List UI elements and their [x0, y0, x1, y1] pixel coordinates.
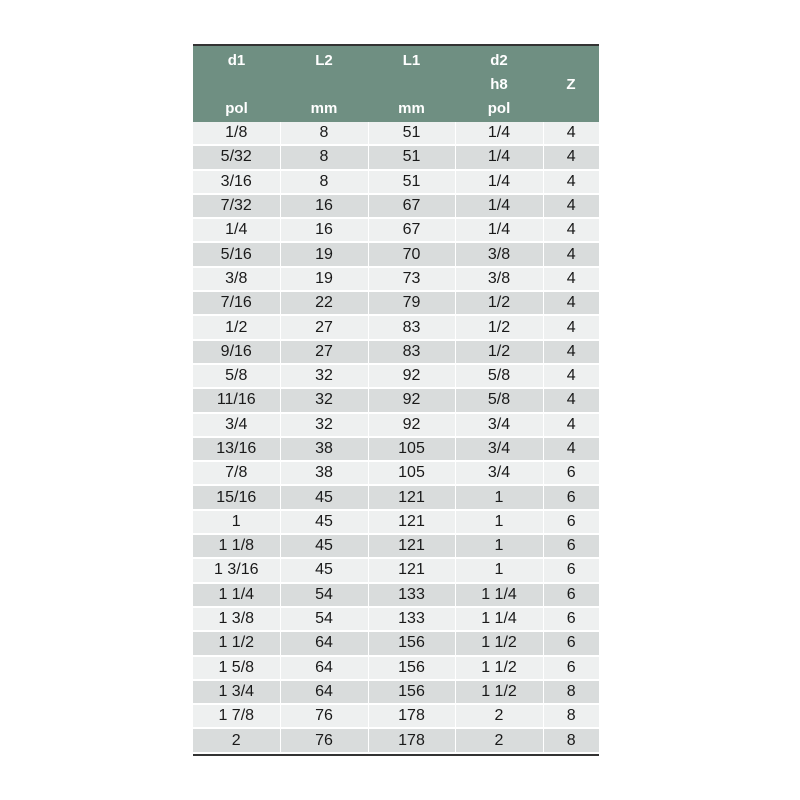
cell-d1: 5/8: [193, 364, 280, 388]
cell-z: 4: [543, 413, 599, 437]
cell-l1: 83: [368, 315, 455, 339]
header-d1-label: d1: [227, 52, 246, 69]
cell-d1: 13/16: [193, 437, 280, 461]
cell-d1: 9/16: [193, 340, 280, 364]
table-row: [193, 267, 599, 291]
cell-d2: 2: [455, 728, 543, 752]
cell-z: 4: [543, 315, 599, 339]
cell-d1: 11/16: [193, 388, 280, 412]
table-row: [193, 583, 599, 607]
header-d2-sublabel: h8: [490, 76, 508, 93]
header-d2-unit: pol: [487, 100, 511, 117]
cell-l2: 19: [280, 242, 368, 266]
cell-z: 4: [543, 145, 599, 169]
cell-d1: 7/32: [193, 194, 280, 218]
cell-z: 8: [543, 704, 599, 728]
table-row: [193, 534, 599, 558]
cell-d1: 1/8: [193, 122, 280, 145]
cell-z: 6: [543, 510, 599, 534]
cell-z: 4: [543, 364, 599, 388]
cell-l1: 67: [368, 218, 455, 242]
table-row: [193, 510, 599, 534]
cell-l2: 32: [280, 364, 368, 388]
table-row: [193, 340, 599, 364]
cell-d2: 1 1/2: [455, 631, 543, 655]
cell-d1: 2: [193, 728, 280, 752]
table-row: [193, 218, 599, 242]
cell-z: 6: [543, 583, 599, 607]
cell-l1: 121: [368, 510, 455, 534]
cell-l1: 178: [368, 704, 455, 728]
cell-d1: 15/16: [193, 485, 280, 509]
cell-d1: 1 3/4: [193, 680, 280, 704]
cell-d2: 3/8: [455, 242, 543, 266]
cell-d2: 1/4: [455, 218, 543, 242]
cell-z: 4: [543, 340, 599, 364]
cell-d2: 3/4: [455, 461, 543, 485]
cell-l1: 133: [368, 607, 455, 631]
cell-d1: 1/2: [193, 315, 280, 339]
table-row: [193, 680, 599, 704]
cell-d2: 5/8: [455, 388, 543, 412]
cell-d2: 5/8: [455, 364, 543, 388]
header-l2: [280, 46, 368, 122]
cell-d1: 1: [193, 510, 280, 534]
table-row: [193, 291, 599, 315]
cell-l1: 92: [368, 413, 455, 437]
cell-d2: 1/4: [455, 145, 543, 169]
cell-l2: 8: [280, 170, 368, 194]
header-d1: [193, 46, 280, 122]
cell-l2: 76: [280, 704, 368, 728]
cell-d2: 1/2: [455, 340, 543, 364]
cell-d2: 1/4: [455, 122, 543, 145]
cell-l1: 51: [368, 122, 455, 145]
cell-d2: 1/2: [455, 291, 543, 315]
table-row: [193, 194, 599, 218]
cell-l1: 51: [368, 170, 455, 194]
cell-l2: 45: [280, 558, 368, 582]
header-z-label: Z: [566, 76, 576, 93]
cell-d1: 1 1/2: [193, 631, 280, 655]
table-body: [193, 122, 599, 753]
cell-l2: 32: [280, 388, 368, 412]
cell-l2: 38: [280, 461, 368, 485]
cell-l2: 38: [280, 437, 368, 461]
header-l1: [368, 46, 455, 122]
cell-l1: 121: [368, 485, 455, 509]
header-l2-label: L2: [315, 52, 333, 69]
dimension-table: [193, 46, 599, 754]
cell-z: 4: [543, 388, 599, 412]
cell-d2: 1/4: [455, 170, 543, 194]
cell-l1: 156: [368, 631, 455, 655]
header-d2: [455, 46, 543, 122]
cell-d2: 1: [455, 558, 543, 582]
cell-l2: 8: [280, 122, 368, 145]
cell-l2: 32: [280, 413, 368, 437]
cell-d1: 3/4: [193, 413, 280, 437]
cell-z: 6: [543, 631, 599, 655]
cell-d2: 1/2: [455, 315, 543, 339]
cell-l2: 27: [280, 340, 368, 364]
cell-d2: 2: [455, 704, 543, 728]
cell-l2: 54: [280, 607, 368, 631]
cell-d1: 1/4: [193, 218, 280, 242]
table-row: [193, 437, 599, 461]
cell-l1: 73: [368, 267, 455, 291]
cell-d2: 1 1/4: [455, 607, 543, 631]
cell-z: 4: [543, 170, 599, 194]
cell-d1: 1 1/8: [193, 534, 280, 558]
cell-d2: 3/4: [455, 413, 543, 437]
table-row: [193, 170, 599, 194]
cell-z: 6: [543, 607, 599, 631]
cell-l1: 79: [368, 291, 455, 315]
cell-z: 6: [543, 461, 599, 485]
header-l2-unit: mm: [310, 100, 338, 117]
cell-d2: 1 1/4: [455, 583, 543, 607]
cell-d1: 7/16: [193, 291, 280, 315]
table-row: [193, 364, 599, 388]
cell-l1: 156: [368, 680, 455, 704]
cell-l2: 8: [280, 145, 368, 169]
table-row: [193, 656, 599, 680]
cell-z: 6: [543, 534, 599, 558]
table-row: [193, 242, 599, 266]
cell-d2: 1 1/2: [455, 656, 543, 680]
table-row: [193, 461, 599, 485]
cell-l1: 105: [368, 461, 455, 485]
cell-z: 4: [543, 267, 599, 291]
cell-d2: 1: [455, 510, 543, 534]
cell-z: 4: [543, 122, 599, 145]
cell-d1: 1 5/8: [193, 656, 280, 680]
cell-l1: 92: [368, 364, 455, 388]
cell-l1: 133: [368, 583, 455, 607]
cell-l2: 45: [280, 485, 368, 509]
header-z: [543, 46, 599, 122]
cell-d1: 3/8: [193, 267, 280, 291]
table-row: [193, 704, 599, 728]
cell-l1: 83: [368, 340, 455, 364]
cell-z: 4: [543, 242, 599, 266]
cell-z: 4: [543, 194, 599, 218]
cell-l2: 64: [280, 680, 368, 704]
header-l1-unit: mm: [398, 100, 425, 117]
cell-d1: 3/16: [193, 170, 280, 194]
cell-l1: 105: [368, 437, 455, 461]
table-row: [193, 388, 599, 412]
cell-l2: 45: [280, 534, 368, 558]
cell-z: 6: [543, 485, 599, 509]
header-d2-label: d2: [490, 52, 508, 69]
table-header: [193, 46, 599, 122]
cell-l1: 92: [368, 388, 455, 412]
cell-d1: 1 3/16: [193, 558, 280, 582]
cell-l1: 121: [368, 558, 455, 582]
table-row: [193, 558, 599, 582]
cell-l2: 45: [280, 510, 368, 534]
cell-l1: 121: [368, 534, 455, 558]
cell-d2: 1: [455, 485, 543, 509]
cell-z: 8: [543, 728, 599, 752]
cell-l1: 70: [368, 242, 455, 266]
cell-d2: 3/4: [455, 437, 543, 461]
cell-l2: 76: [280, 728, 368, 752]
cell-l2: 27: [280, 315, 368, 339]
cell-l2: 16: [280, 194, 368, 218]
cell-l2: 64: [280, 656, 368, 680]
cell-d1: 1 3/8: [193, 607, 280, 631]
cell-l1: 156: [368, 656, 455, 680]
header-d1-unit: pol: [225, 100, 248, 117]
cell-z: 4: [543, 291, 599, 315]
table-row: [193, 728, 599, 752]
cell-l2: 64: [280, 631, 368, 655]
cell-z: 6: [543, 558, 599, 582]
cell-d1: 5/16: [193, 242, 280, 266]
cell-l2: 54: [280, 583, 368, 607]
table-row: [193, 145, 599, 169]
cell-d1: 5/32: [193, 145, 280, 169]
cell-d2: 3/8: [455, 267, 543, 291]
table-row: [193, 122, 599, 145]
cell-l2: 19: [280, 267, 368, 291]
cell-l1: 51: [368, 145, 455, 169]
cell-l2: 22: [280, 291, 368, 315]
cell-d1: 1 1/4: [193, 583, 280, 607]
cell-l1: 67: [368, 194, 455, 218]
table-row: [193, 315, 599, 339]
header-l1-label: L1: [402, 52, 421, 69]
cell-l2: 16: [280, 218, 368, 242]
dimension-table-container: [193, 44, 599, 756]
cell-z: 4: [543, 218, 599, 242]
table-row: [193, 485, 599, 509]
cell-z: 8: [543, 680, 599, 704]
table-row: [193, 607, 599, 631]
header-row: [193, 46, 599, 122]
cell-z: 4: [543, 437, 599, 461]
cell-d2: 1: [455, 534, 543, 558]
cell-d2: 1 1/2: [455, 680, 543, 704]
cell-z: 6: [543, 656, 599, 680]
cell-l1: 178: [368, 728, 455, 752]
table-row: [193, 631, 599, 655]
cell-d2: 1/4: [455, 194, 543, 218]
cell-d1: 1 7/8: [193, 704, 280, 728]
table-row: [193, 413, 599, 437]
cell-d1: 7/8: [193, 461, 280, 485]
